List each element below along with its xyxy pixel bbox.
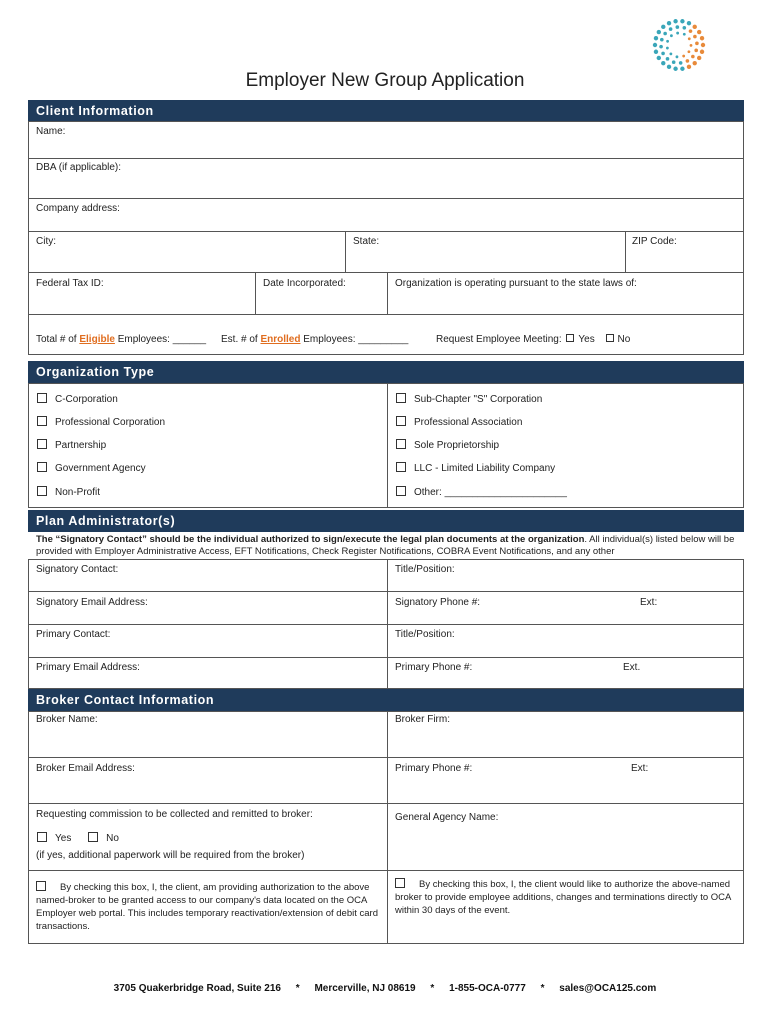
state-laws-field[interactable]: Organization is operating pursuant to the state laws of: (395, 278, 637, 289)
checkbox-icon[interactable] (37, 416, 47, 426)
org-option-non-profit[interactable]: Non-Profit (37, 486, 100, 498)
logo-dot (670, 34, 673, 37)
auth-portal-checkbox[interactable] (36, 881, 46, 891)
logo-dot (695, 42, 699, 46)
section-header-org: Organization Type (28, 361, 744, 383)
org-option-s-corp[interactable]: Sub-Chapter "S" Corporation (396, 393, 542, 405)
logo-dot (693, 35, 697, 39)
logo-dot (666, 47, 669, 50)
org-option-partnership[interactable]: Partnership (37, 439, 106, 451)
logo-dot (672, 60, 676, 64)
federal-tax-id-field[interactable]: Federal Tax ID: (36, 278, 104, 289)
logo-dot (667, 65, 671, 69)
employee-meeting-field: Request Employee Meeting: Yes No (436, 334, 631, 345)
primary-email-field[interactable]: Primary Email Address: (36, 662, 140, 673)
commission-note: (if yes, additional paperwork will be required from the broker) (36, 850, 305, 861)
section-header-client: Client Information (28, 100, 744, 122)
org-option-prof-corp[interactable]: Professional Corporation (37, 416, 165, 428)
footer-city: Mercerville, NJ 08619 (314, 983, 416, 994)
page-title: Employer New Group Application (245, 70, 525, 91)
logo-dot (686, 59, 690, 63)
logo-dot (700, 36, 704, 40)
logo-dot (689, 29, 693, 33)
org-option-other[interactable]: Other: ______________________ (396, 486, 567, 498)
logo-dot (697, 30, 701, 34)
logo-dot (693, 61, 697, 65)
logo-dot (657, 30, 661, 34)
broker-auth-left: By checking this box, I, the client, am providing authorization to the above named-broker to be granted access to our company's data located on the OCA Employer web portal. This includes temporary reactivation/extension of debit card transactions. (36, 882, 378, 932)
logo-dot (663, 32, 667, 36)
logo-dot (683, 26, 687, 30)
logo-dot (659, 45, 663, 49)
logo-dot (666, 57, 670, 61)
signatory-email-field[interactable]: Signatory Email Address: (36, 597, 148, 608)
org-option-c-corp[interactable]: C-Corporation (37, 393, 118, 405)
general-agency-field[interactable]: General Agency Name: (395, 812, 499, 823)
logo-dot (657, 56, 661, 60)
commission-yes-checkbox[interactable] (37, 832, 47, 842)
logo-dot (654, 36, 658, 40)
meeting-no-checkbox[interactable] (606, 334, 614, 342)
primary-contact-field[interactable]: Primary Contact: (36, 629, 111, 640)
logo-dot (673, 19, 677, 23)
broker-ext-field[interactable]: Ext: (631, 763, 649, 774)
logo-dot (687, 21, 691, 25)
plan-intro-text: The “Signatory Contact” should be the individual authorized to sign/execute the legal plan documents at the organization. All individual(s) listed below will be provided with Employer Administrative Access, EFT Notifications, Check Register Notifications, COBRA Event Notifications, and any other (36, 534, 735, 557)
enrolled-label: Enrolled (260, 334, 301, 345)
est-enrolled-field[interactable]: Est. # of Enrolled Employees: _________ (221, 334, 409, 345)
checkbox-icon[interactable] (37, 462, 47, 472)
logo-dot (687, 65, 691, 69)
checkbox-icon[interactable] (396, 439, 406, 449)
date-incorporated-field[interactable]: Date Incorporated: (263, 278, 346, 289)
auth-changes-checkbox[interactable] (395, 878, 405, 888)
logo-dot (661, 52, 665, 56)
logo-dot (667, 21, 671, 25)
logo-dot (690, 44, 693, 47)
state-field[interactable]: State: (353, 236, 380, 247)
org-option-llc[interactable]: LLC - Limited Liability Company (396, 462, 555, 474)
signatory-phone-field[interactable]: Signatory Phone #: (395, 597, 481, 608)
org-option-prof-assoc[interactable]: Professional Association (396, 416, 522, 428)
logo-dot (683, 33, 686, 36)
logo-dot (693, 25, 697, 29)
name-field[interactable]: Name: (36, 126, 66, 137)
broker-email-field[interactable]: Broker Email Address: (36, 763, 135, 774)
logo-dot (700, 50, 704, 54)
org-option-sole-prop[interactable]: Sole Proprietorship (396, 439, 499, 451)
eligible-label: Eligible (79, 334, 115, 345)
logo-dot (653, 43, 657, 47)
total-eligible-field[interactable]: Total # of Eligible Employees: ______ (36, 334, 207, 345)
logo-dot (676, 55, 679, 58)
primary-phone-field[interactable]: Primary Phone #: (395, 662, 473, 673)
logo-dot (661, 25, 665, 29)
commission-label: Requesting commission to be collected and remitted to broker: (36, 809, 313, 820)
logo-dot (701, 43, 705, 47)
oca-logo-icon (650, 16, 708, 74)
signatory-contact-field[interactable]: Signatory Contact: (36, 564, 119, 575)
footer-address: 3705 Quakerbridge Road, Suite 216 (113, 983, 281, 994)
checkbox-icon[interactable] (37, 439, 47, 449)
logo-dot (660, 38, 664, 42)
logo-dot (680, 19, 684, 23)
footer: 3705 Quakerbridge Road, Suite 216 * Mercerville, NJ 08619 * 1-855-OCA-0777 * sales@OCA125.com (113, 983, 657, 994)
footer-phone: 1-855-OCA-0777 (449, 983, 526, 994)
city-field[interactable]: City: (36, 236, 56, 247)
logo-dot (669, 52, 672, 55)
checkbox-icon[interactable] (396, 486, 406, 496)
logo-dot (682, 55, 685, 58)
signatory-ext-field[interactable]: Ext: (640, 597, 658, 608)
broker-auth-right: By checking this box, I, the client would like to authorize the above-named broker to provide employee additions, changes and terminations directly to OCA within 30 days of the event. (395, 879, 731, 916)
org-type-box (28, 383, 744, 508)
broker-firm-field[interactable]: Broker Firm: (395, 714, 450, 725)
logo-dot (676, 25, 680, 29)
logo-dot (691, 55, 695, 59)
section-header-broker: Broker Contact Information (28, 689, 744, 711)
logo-dot (654, 50, 658, 54)
logo-dot (669, 27, 673, 31)
checkbox-icon[interactable] (396, 416, 406, 426)
commission-options: Yes No (37, 832, 119, 844)
logo-dot (676, 32, 679, 35)
primary-ext-field[interactable]: Ext. (623, 662, 641, 673)
checkbox-icon[interactable] (37, 393, 47, 403)
logo-dot (688, 50, 691, 53)
broker-phone-field[interactable]: Primary Phone #: (395, 763, 473, 774)
org-option-gov-agency[interactable]: Government Agency (37, 462, 146, 474)
checkbox-icon[interactable] (37, 486, 47, 496)
logo-dot (661, 61, 665, 65)
section-header-plan: Plan Administrator(s) (28, 510, 744, 532)
commission-no-checkbox[interactable] (88, 832, 98, 842)
logo-dot (694, 49, 698, 53)
meeting-yes-checkbox[interactable] (566, 334, 574, 342)
footer-email: sales@OCA125.com (559, 983, 657, 994)
broker-name-field[interactable]: Broker Name: (36, 714, 98, 725)
logo-dot (679, 61, 683, 65)
zip-field[interactable]: ZIP Code: (632, 236, 677, 247)
logo-dot (666, 40, 669, 43)
logo-dot (697, 56, 701, 60)
checkbox-icon[interactable] (396, 462, 406, 472)
company-address-field[interactable]: Company address: (36, 203, 120, 214)
signatory-title-field[interactable]: Title/Position: (395, 564, 455, 575)
primary-title-field[interactable]: Title/Position: (395, 629, 455, 640)
dba-field[interactable]: DBA (if applicable): (36, 162, 122, 173)
logo-dot (688, 37, 691, 40)
checkbox-icon[interactable] (396, 393, 406, 403)
